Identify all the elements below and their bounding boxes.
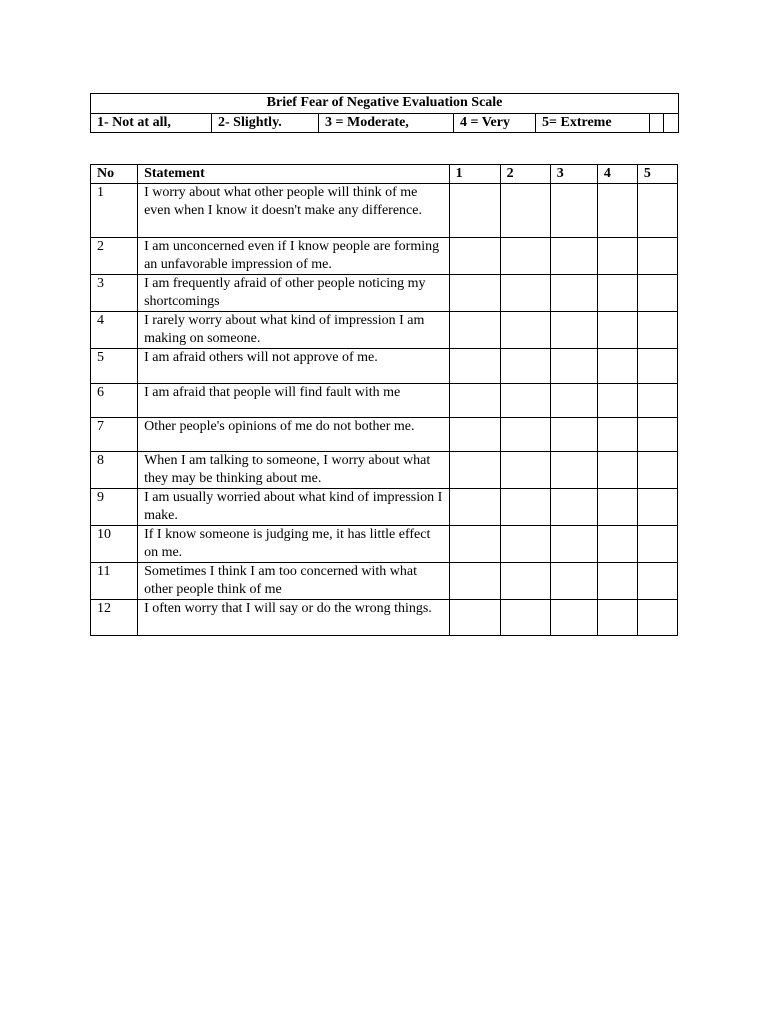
- rating-cell-4[interactable]: [597, 418, 637, 452]
- column-header-rating-3: 3: [550, 165, 597, 184]
- item-number: 4: [91, 312, 138, 349]
- rating-cell-4[interactable]: [597, 600, 637, 636]
- item-statement: I worry about what other people will think of me even when I know it doesn't make any difference.: [138, 184, 450, 238]
- rating-cell-3[interactable]: [550, 563, 597, 600]
- rating-cell-3[interactable]: [550, 349, 597, 384]
- rating-cell-2[interactable]: [500, 452, 550, 489]
- rating-cell-4[interactable]: [597, 349, 637, 384]
- scale-option-2: 2- Slightly.: [212, 114, 319, 133]
- rating-cell-1[interactable]: [449, 418, 500, 452]
- rating-cell-3[interactable]: [550, 452, 597, 489]
- table-row: [91, 418, 678, 452]
- item-statement: Other people's opinions of me do not bother me.: [138, 418, 450, 452]
- rating-cell-1[interactable]: [449, 489, 500, 526]
- column-header-rating-1: 1: [449, 165, 500, 184]
- item-statement: I am afraid that people will find fault with me: [138, 384, 450, 418]
- item-number: 8: [91, 452, 138, 489]
- table-row: [91, 349, 678, 384]
- scale-option-3: 3 = Moderate,: [319, 114, 454, 133]
- item-statement: When I am talking to someone, I worry about what they may be thinking about me.: [138, 452, 450, 489]
- item-number: 1: [91, 184, 138, 238]
- table-header-row: [91, 165, 678, 184]
- rating-cell-5[interactable]: [637, 312, 677, 349]
- rating-cell-5[interactable]: [637, 600, 677, 636]
- rating-cell-4[interactable]: [597, 489, 637, 526]
- table-row: [91, 275, 678, 312]
- rating-cell-3[interactable]: [550, 238, 597, 275]
- rating-cell-4[interactable]: [597, 526, 637, 563]
- scale-legend-table: [90, 93, 679, 133]
- table-row: [91, 312, 678, 349]
- table-row: [91, 526, 678, 563]
- rating-cell-2[interactable]: [500, 489, 550, 526]
- item-number: 5: [91, 349, 138, 384]
- rating-cell-5[interactable]: [637, 526, 677, 563]
- table-row: [91, 489, 678, 526]
- rating-cell-2[interactable]: [500, 184, 550, 238]
- rating-cell-2[interactable]: [500, 563, 550, 600]
- column-header-rating-4: 4: [597, 165, 637, 184]
- rating-cell-5[interactable]: [637, 489, 677, 526]
- item-statement: If I know someone is judging me, it has little effect on me.: [138, 526, 450, 563]
- rating-cell-2[interactable]: [500, 526, 550, 563]
- rating-cell-3[interactable]: [550, 489, 597, 526]
- table-row: [91, 563, 678, 600]
- scale-option-1: 1- Not at all,: [91, 114, 212, 133]
- rating-cell-2[interactable]: [500, 312, 550, 349]
- rating-cell-1[interactable]: [449, 526, 500, 563]
- scale-empty-cell: [650, 114, 664, 133]
- item-number: 6: [91, 384, 138, 418]
- rating-cell-4[interactable]: [597, 452, 637, 489]
- rating-cell-4[interactable]: [597, 184, 637, 238]
- item-statement: Sometimes I think I am too concerned with what other people think of me: [138, 563, 450, 600]
- rating-cell-1[interactable]: [449, 238, 500, 275]
- rating-cell-4[interactable]: [597, 238, 637, 275]
- item-number: 9: [91, 489, 138, 526]
- rating-cell-5[interactable]: [637, 184, 677, 238]
- rating-cell-5[interactable]: [637, 452, 677, 489]
- rating-cell-3[interactable]: [550, 184, 597, 238]
- rating-cell-1[interactable]: [449, 275, 500, 312]
- rating-cell-2[interactable]: [500, 384, 550, 418]
- scale-option-5: 5= Extreme: [536, 114, 650, 133]
- rating-cell-4[interactable]: [597, 563, 637, 600]
- table-row: [91, 184, 678, 238]
- rating-cell-4[interactable]: [597, 275, 637, 312]
- item-number: 7: [91, 418, 138, 452]
- rating-cell-1[interactable]: [449, 563, 500, 600]
- rating-cell-1[interactable]: [449, 600, 500, 636]
- rating-cell-2[interactable]: [500, 275, 550, 312]
- column-header-no: No: [91, 165, 138, 184]
- rating-cell-3[interactable]: [550, 384, 597, 418]
- table-row: [91, 384, 678, 418]
- rating-cell-3[interactable]: [550, 312, 597, 349]
- rating-cell-3[interactable]: [550, 526, 597, 563]
- item-statement: I am afraid others will not approve of me.: [138, 349, 450, 384]
- items-table: [90, 164, 678, 636]
- rating-cell-1[interactable]: [449, 452, 500, 489]
- table-row: [91, 452, 678, 489]
- rating-cell-1[interactable]: [449, 312, 500, 349]
- item-statement: I am unconcerned even if I know people are forming an unfavorable impression of me.: [138, 238, 450, 275]
- rating-cell-3[interactable]: [550, 275, 597, 312]
- rating-cell-3[interactable]: [550, 600, 597, 636]
- rating-cell-2[interactable]: [500, 238, 550, 275]
- scale-empty-cell: [664, 114, 679, 133]
- rating-cell-1[interactable]: [449, 184, 500, 238]
- rating-cell-4[interactable]: [597, 312, 637, 349]
- item-number: 12: [91, 600, 138, 636]
- rating-cell-2[interactable]: [500, 349, 550, 384]
- item-statement: I am frequently afraid of other people noticing my shortcomings: [138, 275, 450, 312]
- rating-cell-1[interactable]: [449, 384, 500, 418]
- column-header-statement: Statement: [138, 165, 450, 184]
- rating-cell-5[interactable]: [637, 275, 677, 312]
- rating-cell-2[interactable]: [500, 600, 550, 636]
- item-number: 11: [91, 563, 138, 600]
- column-header-rating-5: 5: [637, 165, 677, 184]
- rating-cell-3[interactable]: [550, 418, 597, 452]
- table-row: [91, 600, 678, 636]
- rating-cell-4[interactable]: [597, 384, 637, 418]
- table-row: [91, 238, 678, 275]
- item-statement: I am usually worried about what kind of impression I make.: [138, 489, 450, 526]
- rating-cell-1[interactable]: [449, 349, 500, 384]
- rating-cell-5[interactable]: [637, 349, 677, 384]
- rating-cell-5[interactable]: [637, 384, 677, 418]
- scale-title: Brief Fear of Negative Evaluation Scale: [91, 94, 679, 114]
- item-number: 3: [91, 275, 138, 312]
- rating-cell-5[interactable]: [637, 418, 677, 452]
- item-number: 10: [91, 526, 138, 563]
- item-number: 2: [91, 238, 138, 275]
- column-header-rating-2: 2: [500, 165, 550, 184]
- rating-cell-2[interactable]: [500, 418, 550, 452]
- rating-cell-5[interactable]: [637, 238, 677, 275]
- item-statement: I often worry that I will say or do the wrong things.: [138, 600, 450, 636]
- scale-option-4: 4 = Very: [454, 114, 536, 133]
- rating-cell-5[interactable]: [637, 563, 677, 600]
- item-statement: I rarely worry about what kind of impression I am making on someone.: [138, 312, 450, 349]
